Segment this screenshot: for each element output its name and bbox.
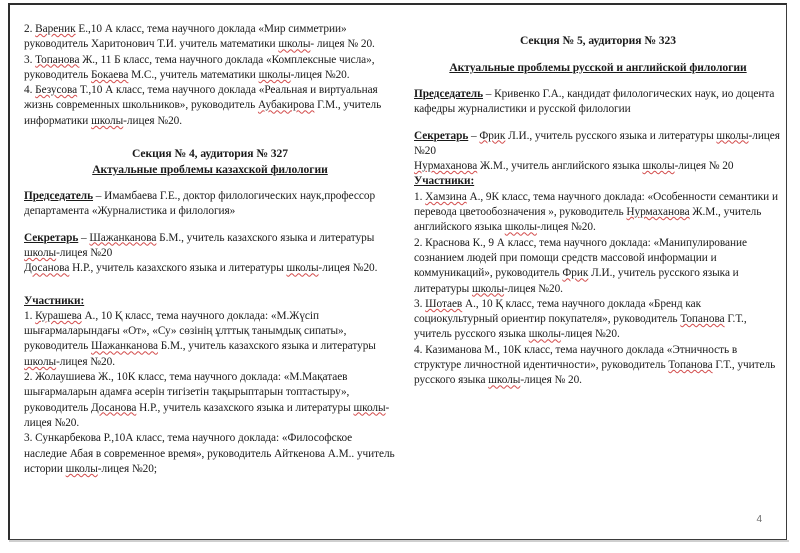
spellcheck-word: Вареник — [35, 23, 76, 35]
chair-text: – Кривенко Г.А., кандидат филологических наук, ио доцента кафедры журналистики и русской филологии — [414, 88, 775, 116]
spellcheck-word: школы — [528, 328, 561, 341]
chair-line — [24, 189, 396, 220]
participants-heading — [24, 294, 396, 309]
chair-text: – Имамбаева Г.Е., доктор филологических наук,профессор департамента «Журналистика и филология» — [24, 190, 376, 218]
participant-item: 2. Жолаушиева Ж., 10К класс, тема научного доклада: «М.Мақатаев шығармаларын адамға әсерін тигізетін тақырыптарын топтастыру», руководитель Досанова Н.Р., учитель казахского языка и литературы школы-лицея №20. — [24, 371, 390, 429]
participants-label: Участники: — [24, 294, 85, 307]
secretary-label: Секретарь — [24, 231, 79, 244]
spellcheck-word: Фрик — [562, 267, 589, 280]
list-item: 3. Топанова Ж., 11 Б класс, тема научного доклада «Комплексные числа», руководитель Бокаева М.С., учитель математики школы-лицея №20. — [24, 53, 375, 81]
spellcheck-word: школы — [24, 355, 57, 368]
spellcheck-word: школы — [65, 462, 98, 475]
section-title: Секция № 5, аудитория № 323 — [519, 34, 677, 47]
spellcheck-word: Досанова — [91, 401, 137, 414]
spellcheck-word: школы — [471, 282, 505, 295]
spellcheck-word: Досанова — [24, 262, 70, 275]
spellcheck-word: Хамзина — [425, 190, 467, 203]
spellcheck-word: школы — [642, 160, 675, 173]
chair-label: Председатель — [24, 190, 94, 203]
secretary-text: – Фрик Л.И., учитель русского языка и литературы школы-лицея №20 — [414, 129, 780, 157]
spellcheck-word: школы — [286, 262, 319, 275]
secretary-label: Секретарь — [414, 129, 469, 142]
spellcheck-word: Шотаев — [425, 297, 463, 310]
spellcheck-word: Топанова — [680, 313, 725, 326]
spellcheck-word: Шажанканова — [91, 340, 158, 353]
section-title: Секция № 4, аудитория № 327 — [131, 147, 289, 161]
spellcheck-word: Аубакирова — [257, 99, 315, 112]
participant-item: 1. Хамзина А., 9К класс, тема научного доклада: «Особенности семантики и перевода цветообозначения », руководитель Нурмаханова Ж.М., учитель английского языка школы-лицея №20. — [414, 190, 778, 234]
spacer — [414, 76, 782, 87]
spellcheck-word: Нурмаханова — [414, 160, 478, 173]
participant-item: 3. Сункарбекова Р.,10А класс, тема научного доклада: «Философское наследие Абая в современное время», руководитель Айткенова А.М.. учитель истории школы-лицея №20; — [24, 432, 395, 475]
participant-item: 3. Шотаев А., 10 Қ класс, тема научного доклада «Бренд как социокультурный ориентир покупателя», руководитель Топанова Г.Т., учитель русского языка школы-лицея №20. — [414, 297, 747, 341]
list-item: 4. Безусова Т.,10 А класс, тема научного доклада «Реальная и виртуальная жизнь современных школьников», руководитель Аубакирова Г.М., учитель информатики школы-лицея №20. — [24, 84, 382, 127]
participant-item: 4. Казиманова М., 10К класс, тема научного доклада «Этничность в структуре личностной идентичности», руководитель Топанова Г.Т., учитель русского языка школы-лицея № 20. — [414, 343, 776, 387]
participant-item: 1. Курашева А., 10 Қ класс, тема научного доклада: «М.Жүсіп шығармаларындағы «От», «Су» сөзінің ұлттық танымдық сипаты», руководитель Шажанканова Б.М., учитель казахского языка и литературы школы-лицея №20. — [24, 309, 376, 368]
section-subtitle: Актуальные проблемы русской и английской филологии — [449, 61, 747, 74]
secretary-line-2: Нурмаханова Ж.М., учитель английского языка школы-лицея № 20 — [414, 160, 734, 173]
spellcheck-word: школы — [91, 114, 124, 127]
spellcheck-word: Безусова — [35, 84, 78, 97]
left-column — [24, 22, 396, 477]
spellcheck-word: школы — [716, 129, 749, 142]
spacer — [24, 220, 396, 231]
spacer — [24, 178, 396, 189]
list-item: 2. Вареник Е.,10 А класс, тема научного доклада «Мир симметрии» руководитель Харитонович Т.И. учитель математики школы- лицея № 20. — [24, 23, 375, 51]
participants-heading — [414, 174, 782, 189]
secretary-text: – Шажанканова Б.М., учитель казахского языка и литературы школы-лицея №20 — [24, 231, 375, 259]
participant-item: 2. Краснова К., 9 А класс, тема научного доклада: «Манипулирование сознанием людей при помощи средств массовой информации и коммуникаций», руководитель Фрик Л.И., учитель русского языка и литературы школы-лицея №20. — [414, 236, 747, 295]
spellcheck-word: школы — [488, 374, 521, 387]
spacer — [24, 129, 396, 146]
secretary-line-2: Досанова Н.Р., учитель казахского языка и литературы школы-лицея №20. — [24, 262, 378, 275]
right-column — [414, 22, 782, 389]
secretary-line — [24, 231, 396, 262]
chair-label: Председатель — [414, 88, 484, 100]
spacer — [24, 277, 396, 294]
spacer — [414, 49, 782, 60]
spellcheck-word: Нурмаханова — [626, 206, 690, 219]
secretary-line — [414, 129, 782, 160]
spellcheck-word: Шажанканова — [89, 231, 157, 244]
spellcheck-word: школы — [258, 68, 291, 81]
spellcheck-word: Бокаева — [91, 68, 129, 81]
spacer — [414, 118, 782, 129]
spellcheck-word: Курашева — [35, 309, 82, 322]
chair-line — [414, 87, 782, 118]
spellcheck-word: Топанова — [668, 359, 713, 372]
section-subtitle: Актуальные проблемы казахской филологии — [92, 163, 328, 177]
spellcheck-word: Топанова — [35, 53, 80, 66]
spacer — [414, 22, 782, 33]
spellcheck-word: школы — [24, 246, 57, 259]
participants-label: Участники: — [414, 175, 475, 188]
spellcheck-word: школы — [353, 401, 386, 414]
spellcheck-word: школы — [504, 221, 537, 234]
spellcheck-word: Фрик — [479, 129, 506, 142]
page-number: 4 — [756, 514, 762, 525]
spellcheck-word: школы — [278, 38, 311, 51]
